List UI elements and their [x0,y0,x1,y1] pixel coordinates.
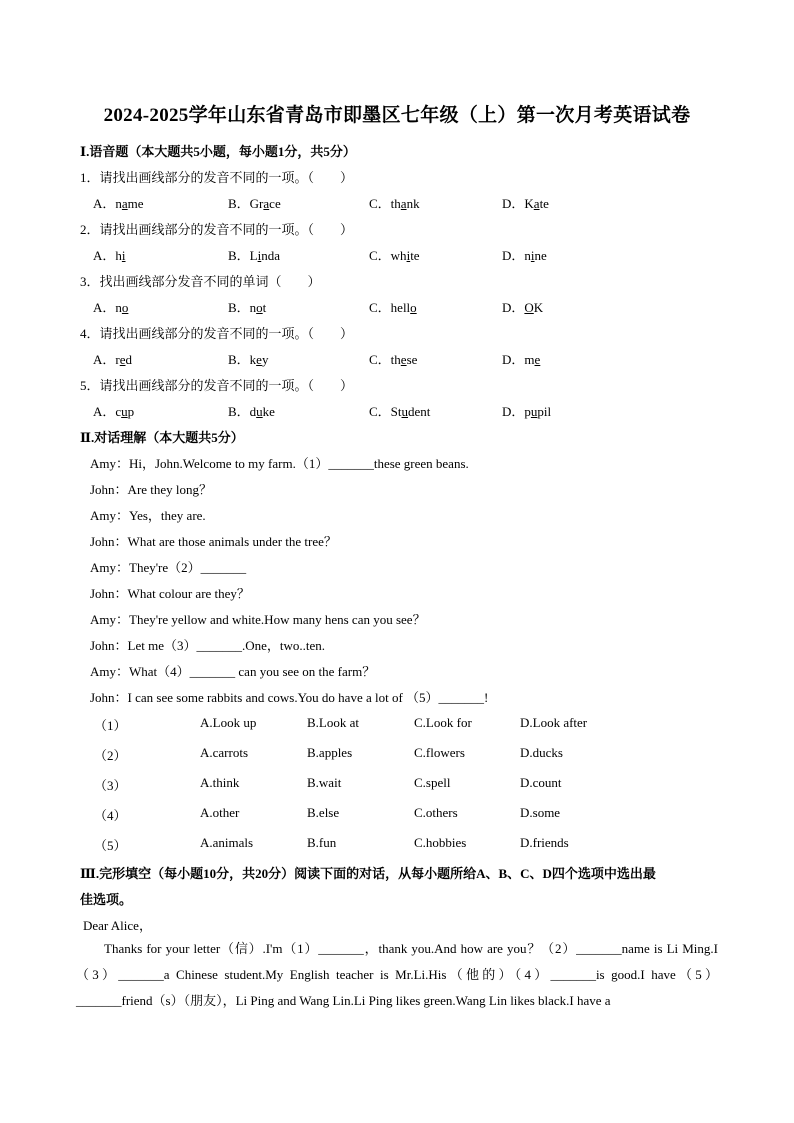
option-a[interactable]: A.animals [200,835,254,850]
option-b[interactable]: B．not [228,300,267,315]
question-stem-1: 1．请找出画线部分的发音不同的一项。（ ） [80,170,354,185]
dialogue-line: Amy：Hi，John.Welcome to my farm.（1）_______these green beans. [90,456,469,471]
option-c[interactable]: C．white [369,248,420,263]
option-d[interactable]: D．me [502,352,541,367]
question-options-2 [93,245,693,261]
letter-paragraph: Thanks for your letter（信）.I'm（1）_______，thank you.And how are you？（2）_______name is Li Ming.I（3）_______a Chinese student.My English teacher is Mr.Li.His（他的）（4）_______is good.I have（5）_______friend（s）（朋友），Li Ping and Wang Lin.Li Ping likes green.Wang Lin likes black.I have a [76,941,718,1008]
dialogue-line: Amy：Yes，they are. [90,508,206,523]
option-b[interactable]: B.Look at [307,715,359,730]
option-d[interactable]: D.some [520,805,561,820]
choice-row [94,835,694,851]
option-d[interactable]: D．OK [502,300,544,315]
section3-heading: Ⅲ.完形填空（每小题10分，共20分）阅读下面的对话，从每小题所给A、B、C、D四个选项中选出最 [80,866,656,881]
option-c[interactable]: C．thank [369,196,420,211]
choice-row [94,805,694,821]
option-b[interactable]: B.fun [307,835,337,850]
choice-number: （1） [94,718,127,733]
choice-row [94,715,694,731]
option-b[interactable]: B.apples [307,745,353,760]
choice-number: （2） [94,748,127,763]
option-c[interactable]: C.others [414,805,458,820]
option-b[interactable]: B．Grace [228,196,281,211]
option-b[interactable]: B．key [228,352,269,367]
dialogue-line: Amy：They're yellow and white.How many hens can you see？ [90,612,426,627]
option-a[interactable]: A．hi [93,248,126,263]
page-title: 2024-2025学年山东省青岛市即墨区七年级（上）第一次月考英语试卷 [103,105,691,126]
dialogue-line: John：Are they long？ [90,482,213,497]
dialogue-line: Amy：They're（2）_______ [90,560,247,575]
choice-number: （4） [94,808,127,823]
option-a[interactable]: A.think [200,775,240,790]
option-b[interactable]: B．Linda [228,248,281,263]
choice-number: （5） [94,838,127,853]
option-d[interactable]: D.count [520,775,562,790]
dialogue-line: John：Let me（3）_______.One，two..ten. [90,638,326,653]
dialogue-line: John：What are those animals under the tree？ [90,534,337,549]
option-c[interactable]: C.hobbies [414,835,467,850]
option-d[interactable]: D．pupil [502,404,552,419]
section3-heading-cont: 佳选项。 [80,892,133,907]
option-d[interactable]: D.ducks [520,745,563,760]
option-a[interactable]: A．red [93,352,132,367]
option-a[interactable]: A．name [93,196,144,211]
option-b[interactable]: B.else [307,805,340,820]
question-stem-5: 5．请找出画线部分的发音不同的一项。（ ） [80,378,354,393]
option-d[interactable]: D．Kate [502,196,549,211]
choice-row [94,775,694,791]
option-a[interactable]: A．cup [93,404,135,419]
question-stem-3: 3．找出画线部分发音不同的单词（ ） [80,274,321,289]
option-a[interactable]: A.Look up [200,715,257,730]
question-stem-4: 4．请找出画线部分的发音不同的一项。（ ） [80,326,354,341]
option-c[interactable]: C.Look for [414,715,472,730]
choice-row [94,745,694,761]
dialogue-line: John：What colour are they？ [90,586,250,601]
option-b[interactable]: B.wait [307,775,342,790]
option-d[interactable]: D．nine [502,248,547,263]
letter-greeting: Dear Alice， [83,918,152,933]
question-options-4 [93,349,693,365]
option-c[interactable]: C．Student [369,404,431,419]
question-options-5 [93,401,693,417]
question-options-3 [93,297,693,313]
option-c[interactable]: C．these [369,352,418,367]
option-c[interactable]: C．hello [369,300,417,315]
option-d[interactable]: D.Look after [520,715,588,730]
section1-heading: Ⅰ.语音题（本大题共5小题，每小题1分，共5分） [80,144,356,159]
option-b[interactable]: B．duke [228,404,275,419]
option-a[interactable]: A．no [93,300,129,315]
option-a[interactable]: A.other [200,805,240,820]
option-c[interactable]: C.spell [414,775,451,790]
dialogue-line: Amy：What（4）_______ can you see on the farm？ [90,664,376,679]
option-a[interactable]: A.carrots [200,745,249,760]
section2-heading: Ⅱ.对话理解（本大题共5分） [80,430,244,445]
option-d[interactable]: D.friends [520,835,569,850]
question-options-1 [93,193,693,209]
option-c[interactable]: C.flowers [414,745,465,760]
question-stem-2: 2．请找出画线部分的发音不同的一项。（ ） [80,222,354,237]
choice-number: （3） [94,778,127,793]
dialogue-line: John：I can see some rabbits and cows.You do have a lot of （5）_______! [90,690,489,705]
